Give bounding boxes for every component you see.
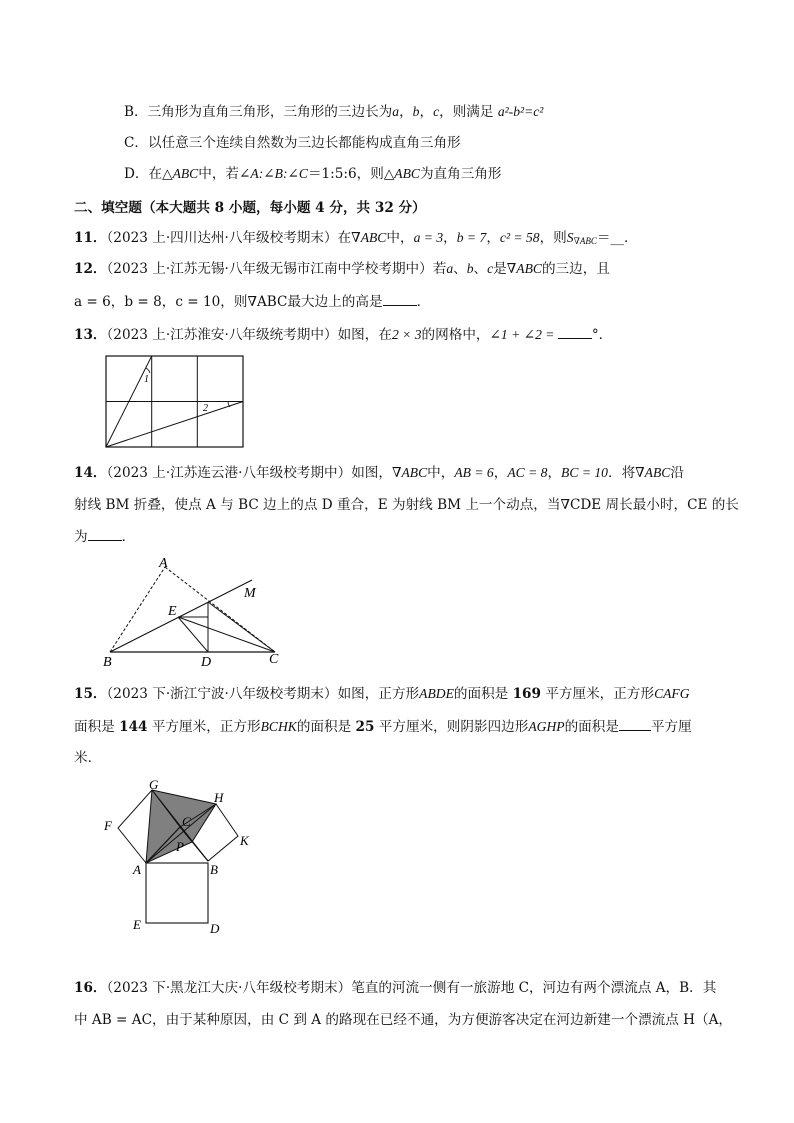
- triangle-figure: [100, 555, 300, 670]
- point-label: F: [104, 818, 112, 833]
- point-label: E: [168, 604, 177, 619]
- question-source: （2023 下·黑龙江大庆·八年级校考期末）: [106, 980, 352, 996]
- question-number: 14．: [74, 465, 107, 481]
- angle-label: 1: [144, 374, 149, 385]
- point-label: A: [133, 862, 141, 877]
- squares-figure: [100, 778, 270, 936]
- answer-blank[interactable]: [558, 324, 592, 339]
- point-label: H: [214, 790, 224, 805]
- question-12-line2: a = 6，b = 8，c = 10，则∇ABC最大边上的高是 ．: [74, 291, 430, 312]
- point-label: G: [149, 777, 159, 792]
- point-label: B: [210, 862, 218, 877]
- question-number: 15．: [74, 686, 107, 702]
- point-label: E: [133, 917, 141, 932]
- angle-label: 2: [203, 403, 208, 414]
- question-number: 16．: [74, 980, 107, 996]
- point-label: P: [176, 839, 184, 854]
- question-13: 13．（2023 上·江苏淮安·八年级统考期中）如图，在2 × 3的网格中，∠1 + ∠2 = °．: [74, 324, 612, 345]
- answer-blank[interactable]: [619, 716, 651, 731]
- question-14-line3: 为 ．: [74, 526, 135, 547]
- option-d: D．在△ABC中，若∠A:∠B:∠C＝1:5:6，则△ABC为直角三角形: [124, 166, 502, 182]
- question-source: （2023 上·江苏淮安·八年级统考期中）: [106, 327, 338, 343]
- question-14-line2: 射线 BM 折叠，使点 A 与 BC 边上的点 D 重合，E 为射线 BM 上一个动点，当∇CDE 周长最小时，CE 的长: [74, 497, 739, 513]
- question-16: 16．（2023 下·黑龙江大庆·八年级校考期末）笔直的河流一侧有一旅游地 C，河边有两个漂流点 A，B．其: [74, 980, 717, 996]
- option-c: C．以任意三个连续自然数为三边长都能构成直角三角形: [124, 135, 461, 151]
- question-15-line3: 米．: [74, 750, 102, 766]
- option-label: C．: [124, 135, 148, 151]
- point-label: M: [244, 586, 256, 601]
- grid-figure: [106, 355, 246, 449]
- question-source: （2023 上·江苏无锡·八年级无锡市江南中学校考期中）: [106, 261, 433, 277]
- point-label: C: [269, 652, 279, 667]
- point-label: D: [201, 655, 212, 670]
- point-label: A: [159, 556, 168, 571]
- question-15-line2: 面积是 144 平方厘米，正方形BCHK的面积是 25 平方厘米，则阴影四边形AGHP的面积是 平方厘: [74, 716, 692, 737]
- square-abde: [146, 863, 208, 923]
- angle-arc: [146, 368, 150, 373]
- diagonal-line: [106, 402, 243, 448]
- question-14: 14．（2023 上·江苏连云港·八年级校考期中）如图，∇ABC中，AB = 6，AC = 8，BC = 10．将∇ABC沿: [74, 465, 684, 481]
- question-11: 11．（2023 上·四川达州·八年级校考期末）在∇ABC中，a = 3，b = 7，c² = 58，则$S_{\nabla ABC}=\_\_$．: [74, 230, 638, 246]
- formula: a²-b²=c²: [497, 104, 544, 119]
- question-number: 12．: [74, 261, 107, 277]
- option-label: D．: [124, 166, 149, 182]
- point-label: D: [210, 921, 220, 936]
- question-number: 11．: [74, 230, 107, 246]
- dashed-line: [110, 567, 165, 652]
- question-source: （2023 下·浙江宁波·八年级校考期末）: [106, 686, 338, 702]
- point-label: C: [182, 814, 191, 829]
- option-label: B．: [124, 104, 148, 120]
- question-source: （2023 上·四川达州·八年级校考期末）: [106, 230, 338, 246]
- segment-fold-c: [208, 602, 275, 652]
- answer-blank[interactable]: [383, 291, 417, 306]
- point-label: B: [103, 655, 112, 670]
- option-b: B．三角形为直角三角形，三角形的三边长为a，b，c，则满足 a²-b²=c²: [124, 104, 544, 120]
- question-16-line2: 中 AB = AC，由于某种原因，由 C 到 A 的路现在已经不通，为方便游客决定在河边新建一个漂流点 H（A，: [74, 1012, 733, 1028]
- question-12: 12．（2023 上·江苏无锡·八年级无锡市江南中学校考期中）若a、b、c是∇ABC的三边，且: [74, 261, 610, 277]
- question-source: （2023 上·江苏连云港·八年级校考期中）: [106, 465, 352, 481]
- section-title: 二、填空题（本大题共 8 小题，每小题 4 分，共 32 分）: [74, 200, 426, 216]
- ray-bm: [110, 580, 252, 652]
- question-number: 13．: [74, 327, 107, 343]
- point-label: K: [240, 833, 249, 848]
- question-15: 15．（2023 下·浙江宁波·八年级校考期末）如图，正方形ABDE的面积是 169 平方厘米，正方形CAFG: [74, 686, 690, 702]
- answer-blank[interactable]: [88, 526, 122, 541]
